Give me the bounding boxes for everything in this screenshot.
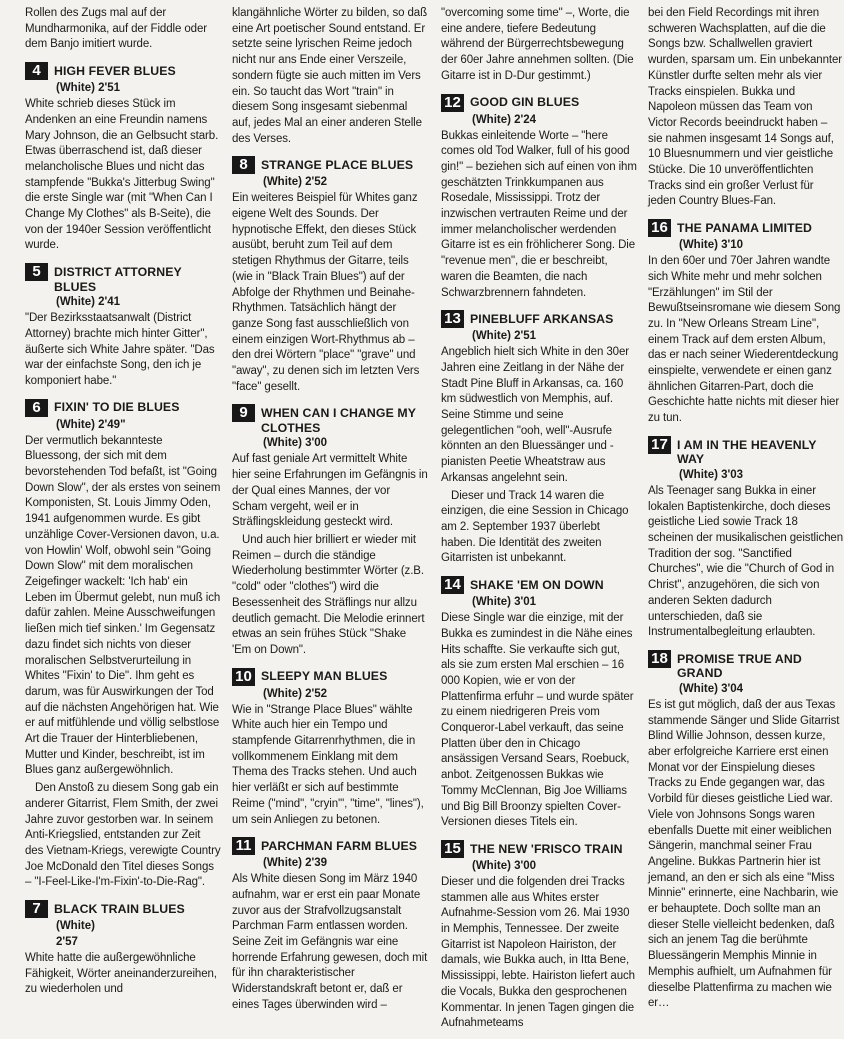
track-number: 7: [25, 900, 48, 918]
col1-intro: Rollen des Zugs mal auf der Mundharmonika, auf der Fiddle oder dem Banjo imitiert wurde.: [25, 7, 207, 51]
track-11-header: [232, 837, 428, 855]
track-text: Dieser und Track 14 waren die einzigen, die eine Session in Chicago am 2. September 1937 überlebt haben. Die Identität des zweiten Gitarristen ist unbekannt.: [441, 489, 629, 565]
track-duration: (White) 2'52: [263, 176, 328, 189]
track-text: Wie in "Strange Place Blues" wählte White auch hier ein Tempo und stampfende Gitarrenrhythmen, die in vollkommenem Einklang mit dem Thema des Tracks stehen. Und auch hier verläßt er sich auf bestimmte Reime ("mind", "cryin'", "time", "lines"), um sein Anliegen zu betonen.: [232, 703, 424, 826]
track-17: [648, 436, 844, 641]
track-17-header: [648, 436, 844, 467]
track-18: [648, 650, 844, 1012]
track-text: Ein weiteres Beispiel für Whites ganz eigene Welt des Sounds. Der hypnotische Effekt, den dieses Stück ausübt, beruht zum Teil auf dem stetigen Rhythmus der Gitarre, teils (wie in "Black Train Blues") auf der Abfolge der Rhythmen und Beinahe-Rhythmen. Tatsächlich hängt der ganze Song fast ausschließlich von einem einzigen Wort-Rhythmus ab – den drei Wörtern "place" "grave" und "away", zu denen sich im letzten Vers "face" gesellt.: [232, 192, 420, 393]
track-duration: (White) 2'39: [263, 857, 328, 870]
track-8: [232, 156, 428, 395]
track-6-header: [25, 399, 221, 417]
track-number: 11: [232, 837, 255, 855]
track-number: 4: [25, 62, 48, 80]
track-duration: (White) 3'10: [679, 239, 744, 252]
track-duration: (White) 2'51: [56, 82, 121, 95]
track-10: [232, 668, 428, 829]
track-number: 15: [441, 840, 464, 858]
col2-intro: klangähnliche Wörter zu bilden, so daß eine Art poetischer Sound entstand. Er setzte seine lyrischen Reime jedoch nicht nur ans Ende einer Verszeile, sondern fügte sie auch mitten im Vers ein. So taucht das Wort "train" in diesem Song insgesamt siebenmal auf, jedes Mal an einer anderen Stelle des Verses.: [232, 7, 428, 145]
track-6: [25, 399, 221, 891]
track-title: I AM IN THE HEAVENLY WAY: [677, 437, 817, 467]
track-text: Und auch hier brilliert er wieder mit Reimen – durch die ständige Wiederholung bestimmter Wörter (z.B. "cold" oder "clothes") wird die Besessenheit des Sträflings nur allzu deutlich gemacht. Die Melodie erinnert etwas an sein frühes Stück "Shake 'Em on Down".: [232, 533, 425, 656]
track-text: Der vermutlich bekannteste Bluessong, der sich mit dem bevorstehenden Tod befaßt, ist "Going Down Slow", der als erstes von seinem Komponisten, St. Louis Jimmy Oden, 1941 aufgenommen wurde. Es gibt unzählige Cover-Versionen davon, u.a. von Howlin' Wolf, obwohl sein "Going Down Slow" mit dem moralischen Zeigefinger wackelt: 'Ich hab' ein Leben im Übermut gelebt, nun muß ich dafür zahlen. Meine Ausschweifungen ließen mich tief sinken.' Im Gegensatz dazu findet sich nichts von dieser moralischen Selbstverurteilung in Whites "Fixin' to Die". Ihm geht es darum, was für Auswirkungen der Tod auf die nächsten Angehörigen hat. Wie er auf mitfühlende und völlig selbstlose Art die Trauer der Hinterbliebenen, Mutter und Kinder, beschreibt, ist im Blues ganz außergewöhnlich.: [25, 434, 221, 777]
track-9-header: [232, 404, 428, 435]
track-text: In den 60er und 70er Jahren wandte sich White mehr und mehr solchen "Erzählungen" im Stil der Bewußtseinsromane wie diesem Song zu. In "New Orleans Stream Line", einem Track auf dem ersten Album, das er nach seiner Wiederentdeckung einspielte, verwendete er einen ganz ähnlichen Gitarren-Part, doch die Geschichte hatte nichts mit dieser hier zu tun.: [648, 255, 841, 425]
track-14-header: [441, 576, 637, 594]
track-duration: (White) 3'03: [679, 468, 744, 481]
track-13: [441, 310, 637, 567]
track-duration: (White) 2'41: [56, 296, 121, 309]
track-text: White hatte die außergewöhnliche Fähigkeit, Wörter aneinanderzureihen, zu wiederholen und: [25, 952, 217, 996]
track-text: Auf fast geniale Art vermittelt White hier seine Erfahrungen im Gefängnis in der Qual eines Mannes, der vor Scham vergeht, weil er in Sträflingskleidung gesteckt wird.: [232, 453, 428, 529]
track-15: [441, 840, 637, 1032]
track-title: GOOD GIN BLUES: [470, 95, 580, 110]
track-duration: (White) 3'00: [472, 859, 537, 872]
track-title: SHAKE 'EM ON DOWN: [470, 577, 604, 592]
track-9: [232, 404, 428, 658]
track-title: DISTRICT ATTORNEY BLUES: [54, 265, 182, 294]
track-title: FIXIN' TO DIE BLUES: [54, 400, 180, 415]
track-12: [441, 94, 637, 302]
column-3: [441, 6, 637, 1039]
track-text: Bukkas einleitende Worte – "here comes old Tod Walker, full of his good gin!" – beziehen sich auf einen von ihm geschätzten Trinkkumpanen aus Rosedale, Mississippi. Trotz der inzwischen vertrauten Reime und der immer melancholischer werdenden Gitarre ist es ein fröhlicherer Song. Die "revenue men", die er beschreibt, waren die Beamten, die nach Schwarzbrennern fahndeten.: [441, 129, 637, 299]
track-duration: (White) 2'24: [472, 113, 537, 126]
track-title: THE NEW 'FRISCO TRAIN: [470, 841, 623, 856]
track-number: 8: [232, 156, 255, 174]
track-number: 17: [648, 436, 671, 454]
track-text: "Der Bezirksstaatsanwalt (District Attorney) brachte mich hinter Gitter", äußerte sich White Jahre später. "Das war der einfachste Song, den ich je komponiert habe.": [25, 312, 215, 387]
track-title: WHEN CAN I CHANGE MY CLOTHES: [261, 406, 416, 435]
track-12-header: [441, 94, 637, 112]
track-10-header: [232, 668, 428, 686]
track-5: [25, 263, 221, 390]
track-duration: (White) 3'04: [679, 682, 744, 695]
track-7-header: [25, 900, 221, 918]
track-text: Dieser und die folgenden drei Tracks stammen alle aus Whites erster Aufnahme-Session vom 26. Mai 1930 in Memphis, Tennessee. Der zweite Gitarrist ist Napoleon Hairiston, der damals, wie Bukka auch, in Itta Bene, Mississippi, lebte. Hairiston liefert auch die Vocals, Bukka den gesprochenen Kommentar. In jenen Tagen gingen die Aufnahmeteams: [441, 875, 635, 1030]
track-duration-time: 2'57: [56, 936, 78, 949]
track-duration: (White) 2'51: [472, 330, 537, 343]
track-title: BLACK TRAIN BLUES: [54, 901, 185, 916]
col4-intro: bei den Field Recordings mit ihren schweren Wachsplatten, auf die die Songs bzw. Schallwellen graviert wurden, sparsam um. Ein unbekannter Künstler durfte selten mehr als vier Tracks einspielen. Bukka und Napoleon müssen das Team von Victor Records beeindruckt haben – sie nahmen insgesamt 14 Songs auf, 10 Bluesnummern und vier geistliche Stücke. Die 10 unveröffentlichten Tracks sind ein großer Verlust für jeden Country Blues-Fan.: [648, 7, 843, 208]
track-duration: (White) 3'01: [472, 596, 537, 609]
track-title: SLEEPY MAN BLUES: [261, 669, 388, 684]
track-text: Diese Single war die einzige, mit der Bukka es zumindest in die Nähe eines Hits schaffte. Sie verkaufte sich gut, als sie zum ersten Mal erschien – 16 000 Kopien, wie er von der Plattenfirma erfuhr – und wurde später zu einem niedrigeren Preis vom Conqueror-Label verkauft, das seine Platten über den in Chicago ansässigen Versand Sears, Roebuck, anbot. Zeitgenossen Bukkas wie Tommy McClennan, Big Joe Williams und Big Bill Broonzy spielten Cover-Versionen dieses Titels ein.: [441, 612, 634, 829]
track-title: THE PANAMA LIMITED: [677, 220, 813, 235]
track-11: [232, 837, 428, 1013]
track-text: Angeblich hielt sich White in den 30er Jahren eine Zeitlang in der Nähe der Stadt Pine Bluff in Arkansas, ca. 160 km südwestlich von Memphis, auf. Seine Stimme und seine gelegentlichen "ooh, well"-Ausrufe könnten an den Bluessänger und -pianisten Peetie Wheatstraw aus Arkansas angelehnt sein.: [441, 346, 629, 484]
track-15-header: [441, 840, 637, 858]
track-number: 10: [232, 668, 255, 686]
track-number: 13: [441, 310, 464, 328]
track-5-header: [25, 263, 221, 294]
track-duration: (White) 3'00: [263, 437, 328, 450]
track-title: PARCHMAN FARM BLUES: [261, 838, 418, 853]
track-13-header: [441, 310, 637, 328]
track-text: White schrieb dieses Stück im Andenken an eine Freundin namens Mary Johnson, die an Gelbsucht starb. Etwas überraschend ist, daß dieser melancholische Blues und nicht das stampfende "Bukka's Jitterbug Swing" die erste Single war (mit "When Can I Change My Clothes" als B-Seite), die von der 1940er Session veröffentlicht wurde.: [25, 98, 219, 252]
track-title: HIGH FEVER BLUES: [54, 63, 176, 78]
track-text: Als White diesen Song im März 1940 aufnahm, war er erst ein paar Monate zuvor aus der Strafvollzugsanstalt Parchman Farm entlassen worden. Seine Zeit im Gefängnis war eine horrende Erfahrung gewesen, doch mit für ihn charakteristischer Widerstandskraft betont er, daß er eines Tages überwinden wird –: [232, 873, 428, 1011]
track-number: 16: [648, 219, 671, 237]
track-14: [441, 576, 637, 831]
track-number: 12: [441, 94, 464, 112]
track-duration: (White) 2'52: [263, 687, 328, 700]
track-text: Als Teenager sang Bukka in einer lokalen Baptistenkirche, doch dieses geistliche Lied sowie Track 18 scheinen der musikalischen geistlichen Tradition der sog. "Sanctified Churches", wie die "Church of God in Christ", anzugehören, die sich von anderen Sekten dadurch unterschieden, daß sie Instrumentalbegleitung erlaubten.: [648, 484, 844, 639]
track-4: [25, 62, 221, 254]
track-8-header: [232, 156, 428, 174]
track-text: Es ist gut möglich, daß der aus Texas stammende Sänger und Slide Gitarrist Blind Willie Johnson, dessen kurze, aber erfolgreiche Karriere erst einen Monat vor der Einspielung dieses Tracks zu Ende gegangen war, das Vorbild für dieses geistliche Lied war. Viele von Johnsons Songs waren ebenfalls Duette mit einer weiblichen Sängerin, manchmal seiner Frau Angeline. Bukkas Partnerin hier ist jemand, an den er sich als eine "Miss Minnie" erinnerte, eine Nachbarin, wie er behauptete. Doch sollte man an dieser Stelle vielleicht bedenken, daß sich an jenem Tag die berühmte Bluessängerin Memphis Minnie in Memphis aufhielt, um Aufnahmen für dieselbe Plattenfirma zu machen wie er…: [648, 698, 840, 1010]
track-duration: (White): [56, 920, 95, 933]
track-title: STRANGE PLACE BLUES: [261, 158, 414, 173]
track-number: 9: [232, 404, 255, 422]
track-number: 14: [441, 576, 464, 594]
track-number: 18: [648, 650, 671, 668]
track-text: Den Anstoß zu diesem Song gab ein anderer Gitarrist, Flem Smith, der zwei Jahre zuvor gestorben war. In seinem Anti-Kriegslied, entstanden zur Zeit des Vietnam-Kriegs, verewigte Country Joe McDonald den Titel dieses Songs – "I-Feel-Like-I'm-Fixin'-to-Die-Rag".: [25, 782, 221, 889]
track-title: PROMISE TRUE AND GRAND: [677, 651, 802, 681]
track-16-header: [648, 219, 844, 237]
track-4-header: [25, 62, 221, 80]
track-7: [25, 900, 221, 998]
track-18-header: [648, 650, 844, 681]
column-1: [25, 6, 221, 1005]
track-duration: (White) 2'49": [56, 418, 126, 431]
track-number: 5: [25, 263, 48, 281]
col3-intro: "overcoming some time" –, Worte, die eine andere, tiefere Bedeutung während der Bürgerrechtsbewegung der 60er Jahre annehmen sollten. (Die Gitarre ist in D-Dur gestimmt.): [441, 7, 634, 82]
track-16: [648, 219, 844, 427]
track-title: PINEBLUFF ARKANSAS: [470, 312, 614, 326]
column-2: [232, 6, 428, 1021]
track-number: 6: [25, 399, 48, 417]
column-4: [648, 6, 844, 1019]
